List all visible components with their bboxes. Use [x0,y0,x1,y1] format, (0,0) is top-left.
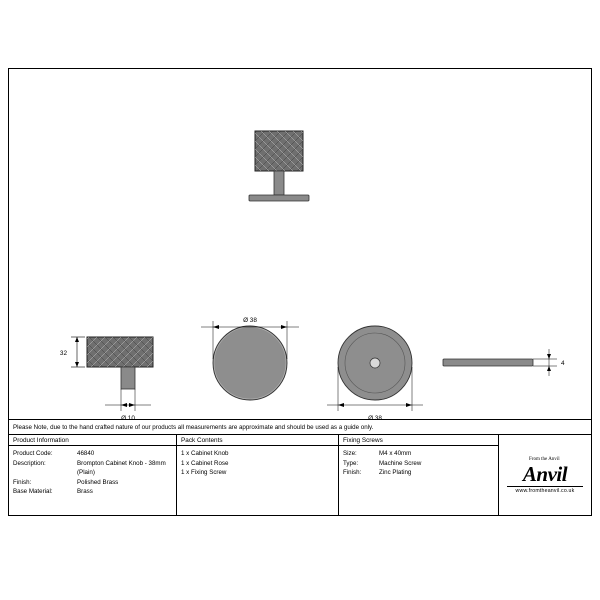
product-information-column [9,435,177,516]
logo-from-the: From the [529,456,548,462]
rose-plan-view [327,326,423,419]
fixing-size-label: Size: [343,450,357,457]
dim-rose-diameter: Ø 38 [368,415,382,419]
rose-section-view [443,349,565,376]
product-code-row [13,449,172,459]
base-material-label: Base Material: [13,488,53,495]
drawing-sheet [8,68,592,516]
product-code-value: 46840 [77,450,95,457]
fixing-type-row [343,459,494,469]
pack-contents-heading: Pack Contents [177,435,338,446]
product-information-heading: Product Information [9,435,176,446]
dim-rose-thickness: 4 [561,360,565,367]
fixing-type-label: Type: [343,459,359,467]
description-row [13,459,172,469]
finish-value: Polished Brass [77,478,119,486]
fixing-size-row [343,449,494,459]
fixing-finish-label: Finish: [343,469,362,476]
front-elevation-view [149,71,409,271]
side-elevation-view [49,229,237,419]
base-material-value: Brass [77,488,93,495]
fixing-type-value: Machine Screw [379,459,422,467]
dim-side-height: 32 [59,350,67,357]
description-value: Brompton Cabinet Knob - 38mm [77,459,166,467]
pack-item: 1 x Fixing Screw [181,469,227,476]
brand-logo [499,457,591,495]
logo-divider [507,486,583,487]
finish-row [13,478,172,488]
pack-item: 1 x Cabinet Knob [181,450,229,457]
fixing-finish-row [343,468,494,478]
finish-label: Finish: [13,478,32,486]
base-material-row [13,487,172,497]
logo-wordmark: Anvil [522,461,568,486]
measurement-note: Please Note, due to the hand crafted nature of our products all measurements are approximate and should be used as a guide only. [9,419,591,435]
product-code-label: Product Code: [13,450,53,457]
logo-anvil-small: Anvil [548,456,560,462]
brand-logo-column [499,435,591,516]
description-second-line: (Plain) [77,469,95,476]
technical-drawing-svg [9,69,591,419]
dim-stem-diameter: Ø 10 [121,415,135,419]
logo-url: www.fromtheanvil.co.uk [515,487,575,494]
information-bar [9,435,591,516]
knob-plan-view [201,317,299,400]
fixing-size-value: M4 x 40mm [379,450,412,457]
drawing-area [9,69,591,419]
dim-knob-diameter: Ø 38 [243,317,257,324]
fixing-screws-column [339,435,499,516]
fixing-screws-heading: Fixing Screws [339,435,498,446]
description-label: Description: [13,459,46,467]
pack-contents-column [177,435,339,516]
pack-item: 1 x Cabinet Rose [181,459,229,467]
fixing-finish-value: Zinc Plating [379,469,412,476]
